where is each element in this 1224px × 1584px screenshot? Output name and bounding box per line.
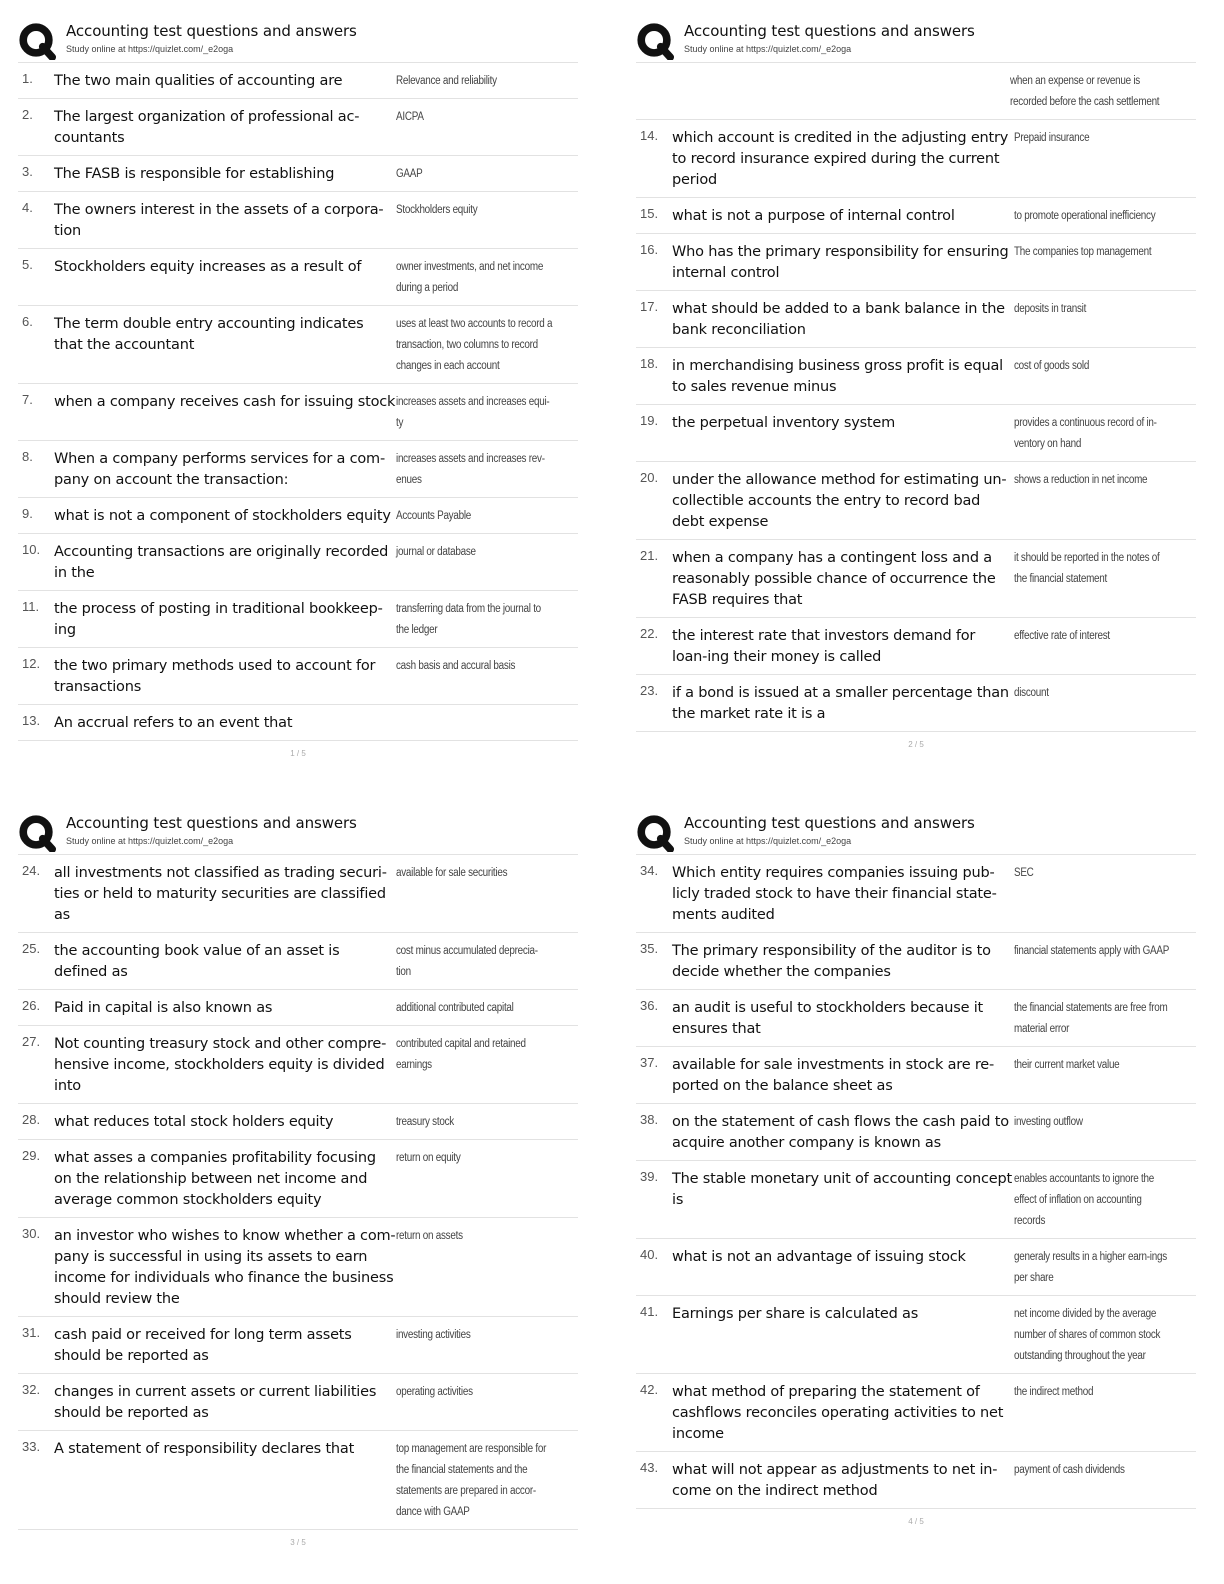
question-item	[18, 1374, 578, 1431]
answer-text: SEC	[1014, 867, 1034, 879]
answer-text: AICPA	[396, 111, 424, 123]
question-text: what is not a component of stockholders equity	[54, 508, 391, 524]
question-text: Paid in capital is also known as	[54, 1000, 273, 1016]
study-online-link[interactable]: Study online at https://quizlet.com/_e2oga	[66, 44, 234, 54]
question-text: Who has the primary responsibility for ensuring internal control	[672, 244, 1009, 281]
answer-text: effective rate of interest	[1014, 630, 1110, 642]
question-text: the interest rate that investors demand for loan-ing their money is called	[672, 628, 976, 665]
question-item	[18, 384, 578, 441]
question-number: 9.	[22, 506, 33, 521]
quizlet-logo-icon	[636, 22, 674, 60]
question-item	[18, 192, 578, 249]
question-text: what asses a companies profitability focusing on the relationship between net income and average common stockholders equity	[54, 1150, 376, 1208]
question-item	[636, 1452, 1196, 1509]
question-list	[636, 120, 1196, 732]
question-number: 27.	[22, 1034, 41, 1049]
page-header	[636, 810, 1196, 855]
question-number: 43.	[640, 1460, 659, 1475]
quizlet-logo-icon	[18, 22, 56, 60]
answer-text: investing outflow	[1014, 1116, 1083, 1128]
question-text: The term double entry accounting indicates that the accountant	[54, 316, 364, 353]
answer-text: available for sale securities	[396, 867, 508, 879]
doc-title: Accounting test questions and answers	[684, 22, 975, 40]
question-text: an audit is useful to stockholders because it ensures that	[672, 1000, 984, 1037]
question-number: 8.	[22, 449, 33, 464]
question-number: 34.	[640, 863, 659, 878]
question-number: 15.	[640, 206, 659, 221]
answer-text: contributed capital and retained earnings	[396, 1038, 526, 1071]
question-item	[636, 234, 1196, 291]
page-4	[636, 810, 1196, 1526]
question-text: Accounting transactions are originally recorded in the	[54, 544, 389, 581]
question-number: 33.	[22, 1439, 41, 1454]
question-number: 10.	[22, 542, 41, 557]
question-text: available for sale investments in stock are re-ported on the balance sheet as	[672, 1057, 995, 1094]
question-number: 25.	[22, 941, 41, 956]
question-item	[18, 156, 578, 192]
question-text: Stockholders equity increases as a result of	[54, 259, 362, 275]
question-item	[18, 1317, 578, 1374]
question-item	[18, 648, 578, 705]
question-text: the two primary methods used to account for transactions	[54, 658, 376, 695]
question-text: Not counting treasury stock and other compre-hensive income, stockholders equity is divided into	[54, 1036, 387, 1094]
page-number: 3 / 5	[290, 1538, 306, 1547]
question-item	[636, 1239, 1196, 1296]
question-number: 18.	[640, 356, 659, 371]
answer-text: to promote operational inefficiency	[1014, 210, 1156, 222]
question-number: 16.	[640, 242, 659, 257]
question-number: 29.	[22, 1148, 41, 1163]
question-number: 23.	[640, 683, 659, 698]
question-text: when a company has a contingent loss and a reasonably possible chance of occurrence the FASB requires that	[672, 550, 996, 608]
question-item	[18, 249, 578, 306]
question-number: 42.	[640, 1382, 659, 1397]
question-item	[636, 540, 1196, 618]
question-number: 13.	[22, 713, 41, 728]
question-item	[636, 1161, 1196, 1239]
question-number: 26.	[22, 998, 41, 1013]
question-number: 37.	[640, 1055, 659, 1070]
page-2	[636, 18, 1196, 749]
question-item	[636, 120, 1196, 198]
question-item	[636, 1047, 1196, 1104]
answer-text: enables accountants to ignore the effect of inflation on accounting records	[1014, 1173, 1154, 1227]
question-item	[636, 618, 1196, 675]
answer-text	[396, 713, 553, 734]
answer-text: The companies top management	[1014, 246, 1152, 258]
question-item	[636, 1374, 1196, 1452]
page-header	[636, 18, 1196, 63]
question-text: in merchandising business gross profit is equal to sales revenue minus	[672, 358, 1003, 395]
question-item	[636, 675, 1196, 732]
answer-text: cash basis and accural basis	[396, 660, 516, 672]
answer-text: provides a continuous record of in-ventory on hand	[1014, 417, 1157, 450]
question-item	[636, 1296, 1196, 1374]
question-item	[18, 855, 578, 933]
answer-text: return on assets	[396, 1230, 463, 1242]
answer-text: Stockholders equity	[396, 204, 478, 216]
question-text: The two main qualities of accounting are	[54, 73, 343, 89]
question-item	[636, 348, 1196, 405]
question-text: Which entity requires companies issuing pub-licly traded stock to have their financial state-ments audited	[672, 865, 997, 923]
study-online-link[interactable]: Study online at https://quizlet.com/_e2oga	[684, 836, 852, 846]
question-item	[636, 462, 1196, 540]
question-number: 41.	[640, 1304, 659, 1319]
question-item	[18, 63, 578, 99]
answer-text: their current market value	[1014, 1059, 1120, 1071]
answer-text: return on equity	[396, 1152, 461, 1164]
answer-text: treasury stock	[396, 1116, 454, 1128]
question-text: The primary responsibility of the auditor is to decide whether the companies	[672, 943, 991, 980]
question-number: 2.	[22, 107, 33, 122]
question-item	[636, 198, 1196, 234]
answer-text: Prepaid insurance	[1014, 132, 1090, 144]
question-number: 39.	[640, 1169, 659, 1184]
question-number: 22.	[640, 626, 659, 641]
page-number: 4 / 5	[908, 1517, 924, 1526]
question-list	[18, 855, 578, 1530]
question-item	[18, 1218, 578, 1317]
question-number: 38.	[640, 1112, 659, 1127]
question-text: on the statement of cash flows the cash paid to acquire another company is known as	[672, 1114, 1009, 1151]
answer-text: payment of cash dividends	[1014, 1464, 1125, 1476]
question-number: 17.	[640, 299, 659, 314]
page-header	[18, 810, 578, 855]
answer-text: discount	[1014, 687, 1049, 699]
answer-text: generaly results in a higher earn-ings per share	[1014, 1251, 1167, 1284]
answer-text: Accounts Payable	[396, 510, 472, 522]
answer-text: increases assets and increases rev-enues	[396, 453, 545, 486]
question-item	[18, 99, 578, 156]
answer-text: net income divided by the average number of shares of common stock outstanding throughout the year	[1014, 1308, 1161, 1362]
question-item	[18, 933, 578, 990]
answer-text: Relevance and reliability	[396, 75, 497, 87]
doc-title: Accounting test questions and answers	[66, 22, 357, 40]
question-item	[18, 441, 578, 498]
question-item	[18, 1431, 578, 1530]
question-text: all investments not classified as trading securi-ties or held to maturity securities are classified as	[54, 865, 387, 923]
answer-text: the financial statements are free from material error	[1014, 1002, 1168, 1035]
question-text: what will not appear as adjustments to net in-come on the indirect method	[672, 1462, 998, 1499]
question-text: what should be added to a bank balance in the bank reconciliation	[672, 301, 1005, 338]
question-item	[18, 498, 578, 534]
question-number: 35.	[640, 941, 659, 956]
question-text: A statement of responsibility declares that	[54, 1441, 355, 1457]
question-item	[18, 591, 578, 648]
doc-title: Accounting test questions and answers	[684, 814, 975, 832]
question-item	[18, 990, 578, 1026]
answer-text: additional contributed capital	[396, 1002, 514, 1014]
question-item	[636, 855, 1196, 933]
question-text: which account is credited in the adjusting entry to record insurance expired during the current period	[672, 130, 1009, 188]
question-item	[636, 1104, 1196, 1161]
answer-text: financial statements apply with GAAP	[1014, 945, 1170, 957]
question-number: 14.	[640, 128, 659, 143]
answer-text: transferring data from the journal to the ledger	[396, 603, 541, 636]
question-text: An accrual refers to an event that	[54, 715, 293, 731]
question-text: the perpetual inventory system	[672, 415, 896, 431]
question-number: 3.	[22, 164, 33, 179]
question-text: when a company receives cash for issuing stock	[54, 394, 396, 410]
question-text: The owners interest in the assets of a corpora-tion	[54, 202, 384, 239]
question-number: 12.	[22, 656, 41, 671]
question-number: 11.	[22, 599, 40, 614]
page-number: 1 / 5	[290, 749, 306, 758]
question-item	[18, 1140, 578, 1218]
question-text: cash paid or received for long term assets should be reported as	[54, 1327, 352, 1364]
answer-text: uses at least two accounts to record a transaction, two columns to record changes in each account	[396, 318, 553, 372]
question-number: 32.	[22, 1382, 41, 1397]
question-text: changes in current assets or current liabilities should be reported as	[54, 1384, 377, 1421]
question-number: 20.	[640, 470, 659, 485]
question-item	[636, 990, 1196, 1047]
answer-text: shows a reduction in net income	[1014, 474, 1148, 486]
answer-text: GAAP	[396, 168, 423, 180]
question-number: 1.	[22, 71, 33, 86]
study-online-link[interactable]: Study online at https://quizlet.com/_e2oga	[684, 44, 852, 54]
question-text: The stable monetary unit of accounting concept is	[672, 1171, 1012, 1208]
answer-text: increases assets and increases equi-ty	[396, 396, 550, 429]
continued-answer	[636, 63, 1196, 120]
question-text: the accounting book value of an asset is defined as	[54, 943, 340, 980]
answer-text: operating activities	[396, 1386, 473, 1398]
question-item	[636, 405, 1196, 462]
answer-text: top management are responsible for the financial statements and the statements are prepared in accor-dance with GAAP	[396, 1443, 547, 1518]
question-item	[18, 534, 578, 591]
question-text: what method of preparing the statement of cashflows reconciles operating activities to net income	[672, 1384, 1004, 1442]
answer-text: journal or database	[396, 546, 476, 558]
question-item	[636, 933, 1196, 990]
page-1	[18, 18, 578, 758]
quizlet-logo-icon	[18, 814, 56, 852]
question-number: 5.	[22, 257, 33, 272]
page-number: 2 / 5	[908, 740, 924, 749]
question-text: the process of posting in traditional bookkeep-ing	[54, 601, 383, 638]
question-text: Earnings per share is calculated as	[672, 1306, 919, 1322]
question-number: 36.	[640, 998, 659, 1013]
study-online-link[interactable]: Study online at https://quizlet.com/_e2oga	[66, 836, 234, 846]
question-number: 30.	[22, 1226, 41, 1241]
doc-title: Accounting test questions and answers	[66, 814, 357, 832]
question-number: 4.	[22, 200, 33, 215]
question-number: 6.	[22, 314, 33, 329]
question-text: The FASB is responsible for establishing	[54, 166, 335, 182]
question-number: 21.	[640, 548, 659, 563]
page-3	[18, 810, 578, 1547]
question-number: 40.	[640, 1247, 659, 1262]
answer-text: investing activities	[396, 1329, 471, 1341]
question-number: 19.	[640, 413, 659, 428]
question-item	[18, 306, 578, 384]
question-item	[18, 1104, 578, 1140]
question-text: if a bond is issued at a smaller percentage than the market rate it is a	[672, 685, 1009, 722]
question-number: 28.	[22, 1112, 41, 1127]
question-list	[18, 63, 578, 741]
answer-text: deposits in transit	[1014, 303, 1087, 315]
answer-text: when an expense or revenue is recorded before the cash settlement	[1010, 75, 1160, 108]
question-item	[636, 291, 1196, 348]
question-list	[636, 855, 1196, 1509]
question-text: under the allowance method for estimating un-collectible accounts the entry to record bad debt expense	[672, 472, 1007, 530]
question-item	[18, 705, 578, 741]
question-text: When a company performs services for a com-pany on account the transaction:	[54, 451, 385, 488]
answer-text: cost of goods sold	[1014, 360, 1090, 372]
answer-text: owner investments, and net income during a period	[396, 261, 544, 294]
question-text: what reduces total stock holders equity	[54, 1114, 334, 1130]
question-text: what is not a purpose of internal control	[672, 208, 955, 224]
question-item	[18, 1026, 578, 1104]
quizlet-logo-icon	[636, 814, 674, 852]
answer-text: the indirect method	[1014, 1386, 1094, 1398]
question-text: what is not an advantage of issuing stock	[672, 1249, 966, 1265]
question-number: 7.	[22, 392, 33, 407]
question-number: 31.	[22, 1325, 41, 1340]
question-text: an investor who wishes to know whether a com-pany is successful in using its assets to earn income for individuals who finance the business should review the	[54, 1228, 396, 1307]
question-number: 24.	[22, 863, 41, 878]
question-text: The largest organization of professional ac-countants	[54, 109, 360, 146]
answer-text: cost minus accumulated deprecia-tion	[396, 945, 538, 978]
page-header	[18, 18, 578, 63]
answer-text: it should be reported in the notes of the financial statement	[1014, 552, 1160, 585]
